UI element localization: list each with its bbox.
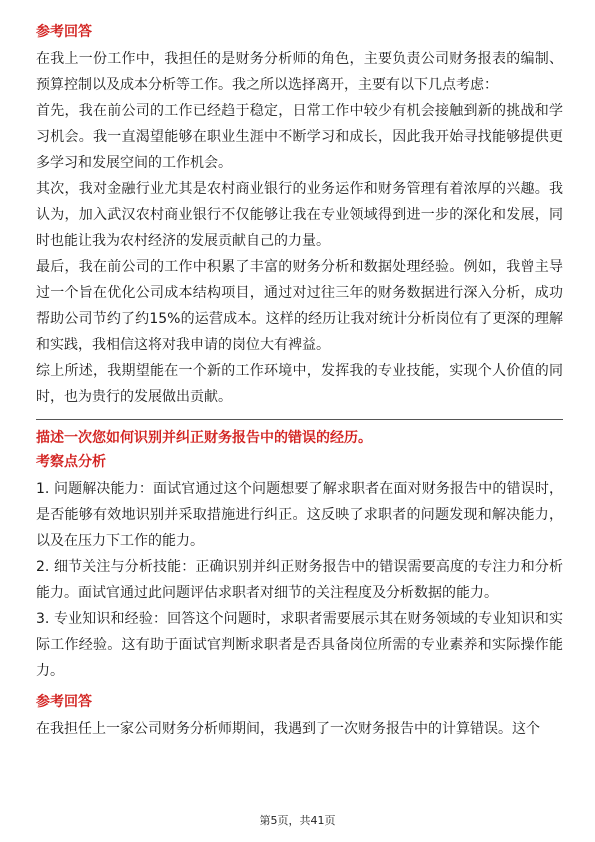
answer-paragraph: 首先，我在前公司的工作已经趋于稳定，日常工作中较少有机会接触到新的挑战和学习机会。我一直渴望能够在职业生涯中不断学习和成长，因此我开始寻找能够提供更多学习和发展空间的工作机会。 [36,103,563,171]
reference-answer-heading: 参考回答 [36,24,92,40]
interview-question: 描述一次您如何识别并纠正财务报告中的错误的经历。 [36,430,372,446]
answer-paragraph: 综上所述，我期望能在一个新的工作环境中，发挥我的专业技能，实现个人价值的同时，也为贵行的发展做出贡献。 [36,363,563,405]
answer-paragraph: 在我担任上一家公司财务分析师期间，我遇到了一次财务报告中的计算错误。这个 [36,721,540,737]
reference-answer-heading: 参考回答 [36,694,92,710]
answer-paragraph: 最后，我在前公司的工作中积累了丰富的财务分析和数据处理经验。例如，我曾主导过一个旨在优化公司成本结构项目，通过对过往三年的财务数据进行深入分析，成功帮助公司节约了约15%的运营成本。这样的经历让我对统计分析岗位有了更深的理解和实践，我相信这将对我申请的岗位大有裨益。 [36,259,563,353]
answer-paragraph: 在我上一份工作中，我担任的是财务分析师的角色，主要负责公司财务报表的编制、预算控制以及成本分析等工作。我之所以选择离开，主要有以下几点考虑： [36,51,563,93]
section-divider [36,419,563,420]
analysis-heading: 考察点分析 [36,454,106,470]
answer-paragraph: 其次，我对金融行业尤其是农村商业银行的业务运作和财务管理有着浓厚的兴趣。我认为，加入武汉农村商业银行不仅能够让我在专业领域得到进一步的深化和发展，同时也能让我为农村经济的发展贡献自己的力量。 [36,181,563,249]
document-body [36,22,563,742]
page-number: 第5页，共41页 [259,814,336,827]
analysis-item: 3. 专业知识和经验：回答这个问题时，求职者需要展示其在财务领域的专业知识和实际工作经验。这有助于面试官判断求职者是否具备岗位所需的专业素养和实际操作能力。 [36,611,563,679]
analysis-item: 2. 细节关注与分析技能：正确识别并纠正财务报告中的错误需要高度的专注力和分析能力。面试官通过此问题评估求职者对细节的关注程度及分析数据的能力。 [36,559,563,601]
analysis-item: 1. 问题解决能力：面试官通过这个问题想要了解求职者在面对财务报告中的错误时，是否能够有效地识别并采取措施进行纠正。这反映了求职者的问题发现和解决能力，以及在压力下工作的能力。 [36,481,563,549]
